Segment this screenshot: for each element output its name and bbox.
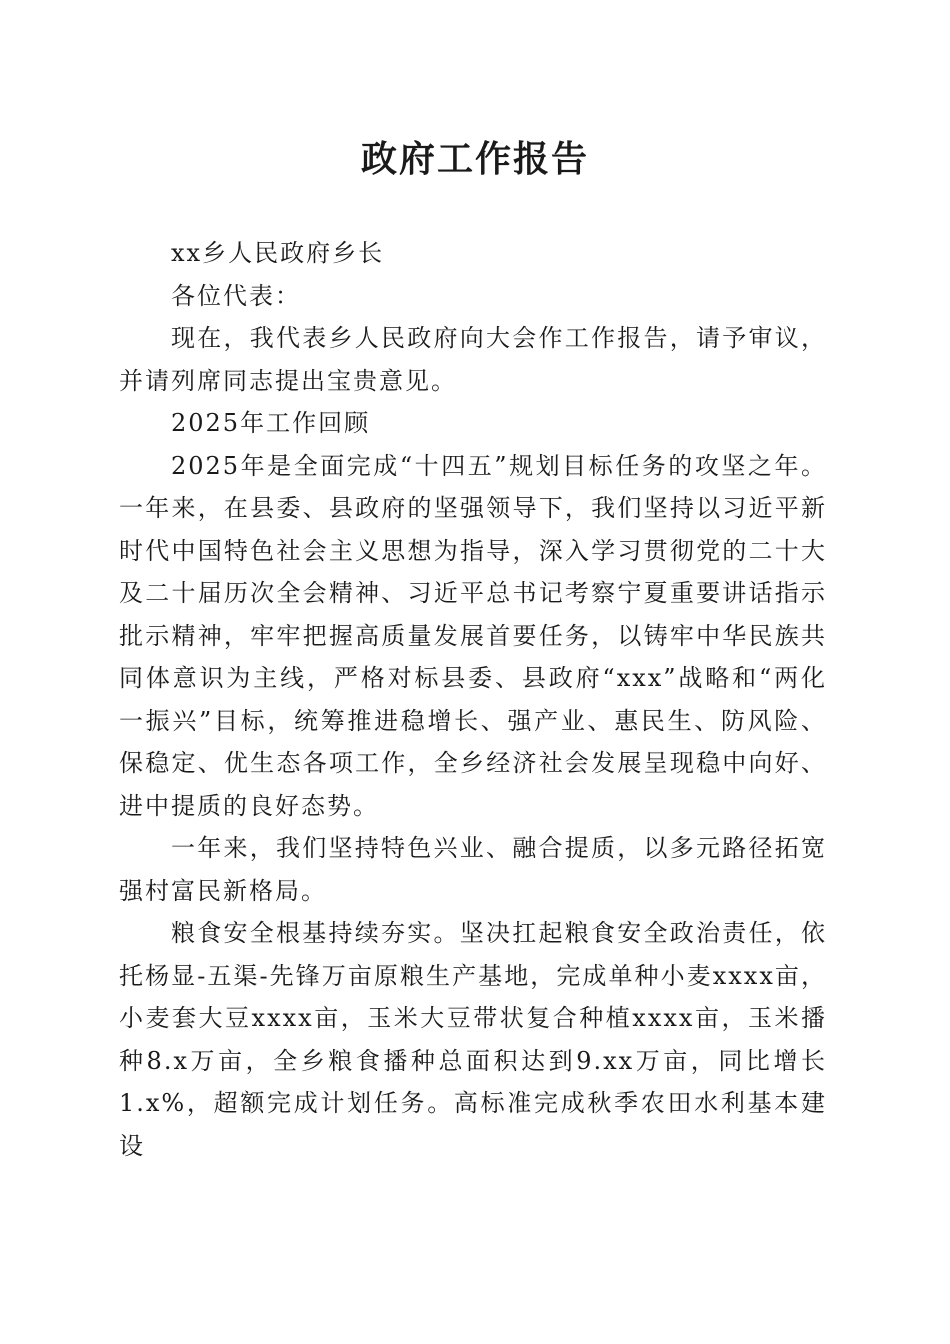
summary-paragraph: 一年来，我们坚持特色兴业、融合提质，以多元路径拓宽强村富民新格局。 <box>119 834 827 905</box>
document-body <box>119 232 827 1167</box>
section-heading: 2025年工作回顾 <box>171 409 371 437</box>
speaker-line: xx乡人民政府乡长 <box>171 239 385 267</box>
salutation: 各位代表： <box>171 281 301 310</box>
document-title: 政府工作报告 <box>360 138 589 180</box>
opening-paragraph: 现在，我代表乡人民政府向大会作工作报告，请予审议，并请列席同志提出宝贵意见。 <box>119 324 827 395</box>
grain-security-paragraph: 粮食安全根基持续夯实。坚决扛起粮食安全政治责任，依托杨显-五渠-先锋万亩原粮生产基地，完成单种小麦xxxx亩，小麦套大豆xxxx亩，玉米大豆带状复合种植xxxx亩，玉米播种8.x万亩，全乡粮食播种总面积达到9.xx万亩，同比增长1.x%，超额完成计划任务。高标准完成秋季农田水利基本建设 <box>119 919 827 1160</box>
review-paragraph: 2025年是全面完成“十四五”规划目标任务的攻坚之年。一年来，在县委、县政府的坚强领导下，我们坚持以习近平新时代中国特色社会主义思想为指导，深入学习贯彻党的二十大及二十届历次全会精神、习近平总书记考察宁夏重要讲话指示批示精神，牢牢把握高质量发展首要任务，以铸牢中华民族共同体意识为主线，严格对标县委、县政府“xxx”战略和“两化一振兴”目标，统筹推进稳增长、强产业、惠民生、防风险、保稳定、优生态各项工作，全乡经济社会发展呈现稳中向好、进中提质的良好态势。 <box>119 451 827 820</box>
